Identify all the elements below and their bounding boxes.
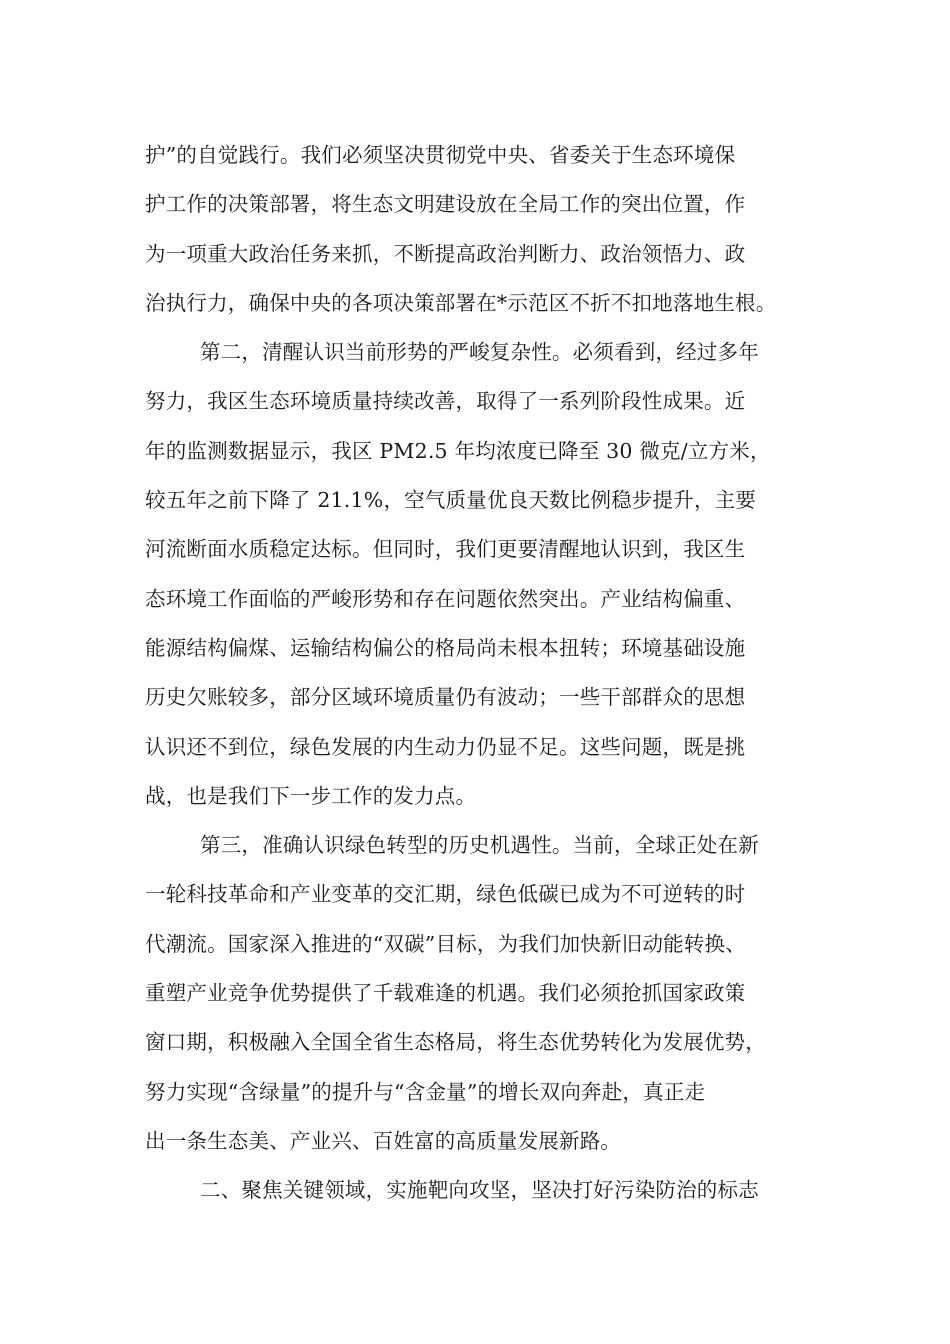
text-line: 认识还不到位，绿色发展的内生动力仍显不足。这些问题，既是挑 — [145, 734, 746, 759]
document-body — [145, 131, 825, 1216]
text-line: 战，也是我们下一步工作的发力点。 — [145, 783, 477, 808]
text-line: 较五年之前下降了 21.1%，空气质量优良天数比例稳步提升，主要 — [145, 488, 757, 513]
text-line: 护”的自觉践行。我们必须坚决贯彻党中央、省委关于生态环境保 — [145, 143, 736, 167]
text-line: 努力，我区生态环境质量持续改善，取得了一系列阶段性成果。近 — [145, 389, 746, 414]
text-line: 治执行力，确保中央的各项决策部署在*示范区不折不扣地落地生根。 — [145, 290, 777, 315]
text-line: 重塑产业竞争优势提供了千载难逢的机遇。我们必须抢抓国家政策 — [145, 981, 746, 1006]
text-line: 能源结构偏煤、运输结构偏公的格局尚未根本扭转；环境基础设施 — [145, 635, 746, 660]
text-line: 年的监测数据显示，我区 PM2.5 年均浓度已降至 30 微克/立方米， — [145, 438, 771, 463]
text-line: 态环境工作面临的严峻形势和存在问题依然突出。产业结构偏重、 — [145, 586, 746, 611]
text-line: 努力实现“含绿量”的提升与“含金量”的增长双向奔赴，真正走 — [145, 1079, 706, 1104]
text-line: 出一条生态美、产业兴、百姓富的高质量发展新路。 — [145, 1128, 622, 1153]
paragraph-start-line: 第二，清醒认识当前形势的严峻复杂性。必须看到，经过多年 — [200, 340, 759, 365]
paragraph-start-line: 第三，准确认识绿色转型的历史机遇性。当前，全球正处在新 — [200, 833, 759, 858]
text-line: 河流断面水质稳定达标。但同时，我们更要清醒地认识到，我区生 — [145, 537, 746, 562]
text-line: 代潮流。国家深入推进的“双碳”目标，为我们加快新旧动能转换、 — [145, 931, 746, 956]
text-line: 护工作的决策部署，将生态文明建设放在全局工作的突出位置，作 — [145, 192, 746, 217]
text-line: 为一项重大政治任务来抓，不断提高政治判断力、政治领悟力、政 — [145, 241, 746, 266]
text-line: 窗口期，积极融入全国全省生态格局，将生态优势转化为发展优势， — [145, 1030, 766, 1055]
section-heading-line: 二、聚焦关键领域，实施靶向攻坚，坚决打好污染防治的标志 — [200, 1178, 759, 1203]
text-line: 一轮科技革命和产业变革的交汇期，绿色低碳已成为不可逆转的时 — [145, 882, 746, 907]
text-line: 历史欠账较多，部分区域环境质量仍有波动；一些干部群众的思想 — [145, 685, 746, 710]
